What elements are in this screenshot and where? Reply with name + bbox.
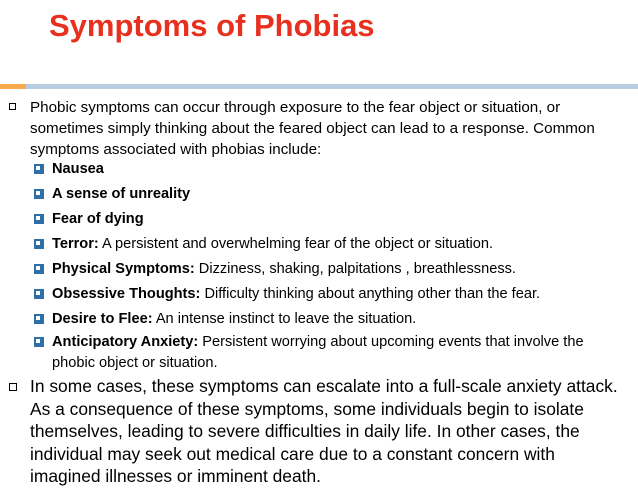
symptom-desc: Persistent worrying about upcoming events that involve the phobic object or situation. <box>52 334 584 371</box>
symptom-text <box>52 184 628 205</box>
symptom-desc: Dizziness, shaking, palpitations , breathlessness. <box>194 261 516 277</box>
slide-title: Symptoms of Phobias <box>49 8 375 43</box>
symptom-term: Desire to Flee: <box>52 311 153 327</box>
filled-square-bullet-icon <box>34 314 44 324</box>
symptom-text <box>52 209 628 230</box>
symptom-term: Physical Symptoms: <box>52 261 195 277</box>
symptom-text <box>52 284 628 305</box>
symptom-term: Anticipatory Anxiety: <box>52 334 199 350</box>
filled-square-bullet-icon <box>34 289 44 299</box>
symptom-term: Obsessive Thoughts: <box>52 286 201 302</box>
symptom-text <box>52 332 628 374</box>
symptom-text <box>52 159 628 180</box>
symptom-term: Nausea <box>52 161 104 177</box>
square-bullet-icon <box>9 383 17 391</box>
symptom-term: Terror: <box>52 236 99 252</box>
square-bullet-icon <box>9 103 16 110</box>
symptom-desc: Difficulty thinking about anything other than the fear. <box>200 286 541 302</box>
symptom-term: Fear of dying <box>52 211 144 227</box>
filled-square-bullet-icon <box>34 214 44 224</box>
divider-accent-left <box>0 84 26 89</box>
filled-square-bullet-icon <box>34 239 44 249</box>
title-divider <box>0 84 638 89</box>
filled-square-bullet-icon <box>34 264 44 274</box>
symptom-desc: An intense instinct to leave the situation. <box>152 311 417 327</box>
symptom-desc: A persistent and overwhelming fear of the object or situation. <box>98 236 494 252</box>
symptom-term: A sense of unreality <box>52 186 191 202</box>
filled-square-bullet-icon <box>34 164 44 174</box>
symptom-text <box>52 234 628 255</box>
intro-bullet-text: Phobic symptoms can occur through exposure to the fear object or situation, or sometimes simply thinking about the feared object can lead to a response. Common symptoms associated with phobias include: <box>30 99 595 158</box>
conclusion-bullet-text: In some cases, these symptoms can escalate into a full-scale anxiety attack. As a consequence of these symptoms, some individuals begin to isolate themselves, leading to severe difficulties in daily life. In other cases, the individual may seek out medical care due to a constant concern with imagined illnesses or imminent death. <box>30 376 618 486</box>
symptom-text <box>52 259 628 280</box>
divider-accent-right <box>26 84 638 89</box>
filled-square-bullet-icon <box>34 337 44 347</box>
filled-square-bullet-icon <box>34 189 44 199</box>
symptom-text <box>52 309 628 330</box>
